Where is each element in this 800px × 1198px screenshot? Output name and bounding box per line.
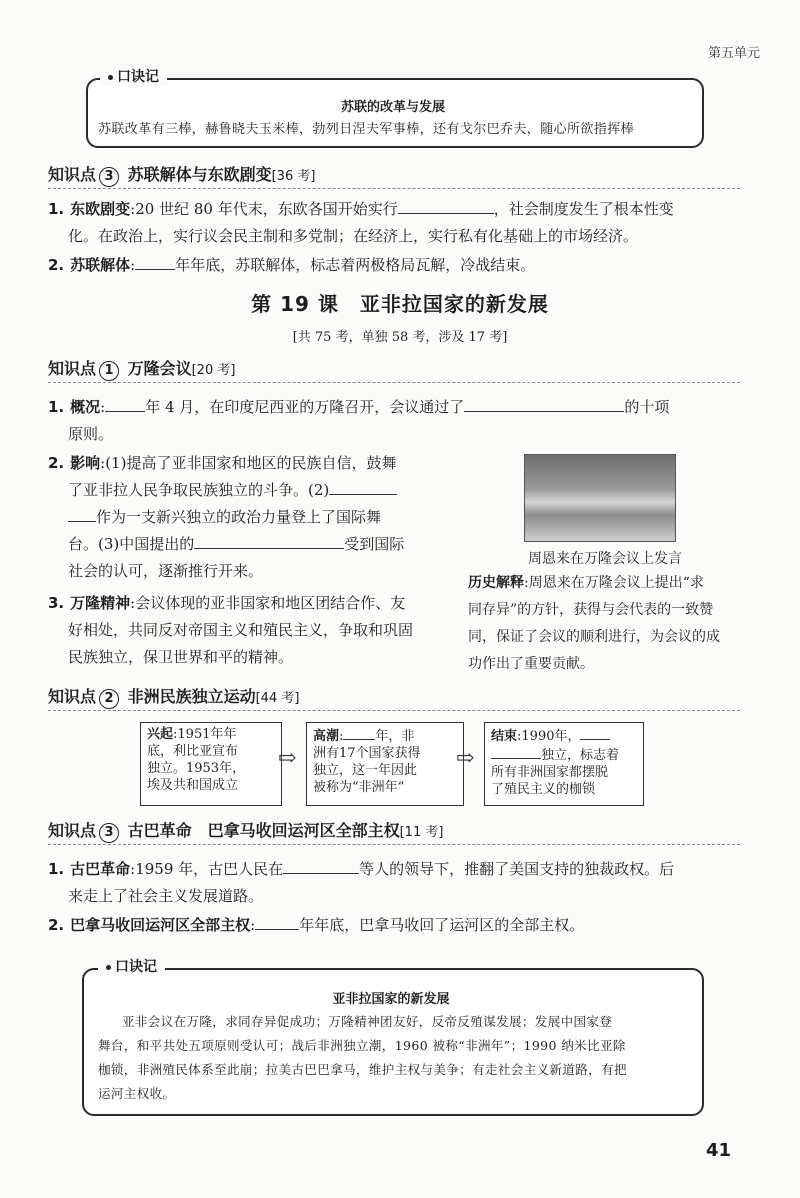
flow-text: :1990年，	[517, 729, 581, 744]
answer-blank[interactable]	[194, 532, 344, 549]
kp3a-item-1	[48, 196, 748, 223]
flow-text: 埃及共和国成立	[147, 778, 239, 793]
kp3a-item-2	[48, 252, 748, 279]
item-text: 台。(3)中国提出的	[68, 535, 195, 553]
item-text: 了亚非拉人民争取民族独立的斗争。(2)	[68, 481, 330, 499]
mnemonic-line: 舞台，和平共处五项原则受认可；战后非洲独立潮，1960 被称“非洲年”；1990 纳米比亚除	[98, 1038, 626, 1053]
item-text: :	[100, 398, 106, 416]
mnemonic-tab-1	[100, 66, 167, 86]
kp-title: 万隆会议	[127, 359, 192, 378]
mnemonic-title-2: 亚非拉国家的新发展	[332, 992, 450, 1007]
item-text: :	[250, 916, 256, 934]
kp-label: 知识点	[48, 821, 97, 840]
kp-number-badge: 1	[99, 361, 119, 381]
kp-heading-3a	[48, 162, 315, 187]
answer-blank[interactable]	[255, 913, 299, 930]
kp-label: 知识点	[48, 359, 97, 378]
bullet-icon	[108, 75, 113, 80]
item-text: 社会的认可，逐渐推行开来。	[68, 562, 264, 580]
kp1-item-1-cont: 原则。	[68, 425, 114, 443]
answer-blank[interactable]	[283, 857, 359, 874]
divider	[48, 188, 740, 189]
item-number: 2.	[48, 256, 65, 274]
note-text: 功作出了重要贡献。	[468, 656, 594, 672]
flow-term: 兴起	[147, 727, 174, 742]
flow-text: 年，非	[375, 729, 415, 744]
kp1-item-2	[48, 450, 468, 585]
item-text: :20 世纪 80 年代末，东欧各国开始实行	[130, 200, 398, 218]
kp1-item-3	[48, 590, 468, 671]
flow-text: 独立。1953年，	[147, 761, 246, 776]
answer-blank[interactable]	[580, 726, 610, 740]
kp-exam-count: [20 考]	[191, 363, 236, 378]
unit-label: 第五单元	[707, 46, 760, 61]
item-text: :1959 年，古巴人民在	[130, 860, 284, 878]
item-text: 年年底，巴拿马收回了运河区的全部主权。	[299, 916, 585, 934]
note-text: 同，保证了会议的顺利进行，为会议的成	[468, 629, 720, 645]
flow-text: 所有非洲国家都摆脱	[491, 765, 609, 780]
kp-title: 非洲民族独立运动	[127, 687, 256, 706]
mnemonic-title-1: 苏联的改革与发展	[340, 100, 445, 115]
answer-blank[interactable]	[68, 505, 96, 522]
item-text: 等人的领导下，推翻了美国支持的独裁政权。后	[359, 860, 675, 878]
arrow-right-icon: ⇨	[278, 746, 297, 771]
item-number: 2.	[48, 916, 65, 934]
item-term: 苏联解体	[70, 256, 131, 274]
flow-text: 洲有17个国家获得	[313, 746, 421, 761]
kp3a-item-1-cont: 化。在政治上，实行议会民主制和多党制；在经济上，实行私有化基础上的市场经济。	[68, 227, 639, 245]
lesson-subtitle: [共 75 考，单独 58 考，涉及 17 考]	[292, 330, 508, 345]
arrow-right-icon: ⇨	[456, 746, 475, 771]
kp-title: 古巴革命 巴拿马收回运河区全部主权	[127, 821, 400, 840]
item-text: 民族独立，保卫世界和平的精神。	[68, 648, 294, 666]
item-text: 好相处，共同反对帝国主义和殖民主义，争取和巩固	[68, 621, 414, 639]
item-text: :(1)提高了亚非国家和地区的民族自信，鼓舞	[100, 454, 397, 472]
divider	[48, 382, 740, 383]
flow-term: 高潮	[313, 729, 340, 744]
kp-number-badge: 2	[99, 689, 119, 709]
flow-text: 独立，这一年因此	[313, 763, 418, 778]
answer-blank[interactable]	[329, 478, 397, 495]
flow-box-end	[484, 722, 644, 806]
kp-heading-2	[48, 684, 299, 709]
flow-box-rise	[140, 722, 282, 806]
answer-blank[interactable]	[105, 395, 145, 412]
photo-caption: 周恩来在万隆会议上发言	[528, 551, 682, 567]
flow-text: :	[339, 729, 344, 744]
item-number: 1.	[48, 398, 65, 416]
item-text: 的十项	[624, 398, 670, 416]
kp3b-item-2	[48, 912, 758, 939]
kp3b-item-1	[48, 856, 758, 883]
kp-label: 知识点	[48, 165, 97, 184]
mnemonic-line: 枷锁，非洲殖民体系至此崩；拉美古巴巴拿马，维护主权与美争；有走社会主义新道路，有把	[98, 1062, 627, 1077]
flow-text: 独立，标志着	[541, 748, 620, 763]
kp-number-badge: 3	[99, 167, 119, 187]
kp-number-badge: 3	[99, 823, 119, 843]
kp-exam-count: [44 考]	[255, 691, 300, 706]
flow-text: 被称为“非洲年”	[313, 780, 405, 795]
item-number: 2.	[48, 454, 65, 472]
divider	[48, 710, 740, 711]
mnemonic-tab-2	[98, 956, 165, 976]
zhou-enlai-photo	[524, 454, 676, 542]
kp-exam-count: [36 考]	[271, 169, 316, 184]
page-number: 41	[706, 1140, 732, 1161]
item-text: 年年底，苏联解体，标志着两极格局瓦解，冷战结束。	[175, 256, 536, 274]
item-text: :	[130, 256, 136, 274]
kp3b-item-1-cont: 来走上了社会主义发展道路。	[68, 887, 264, 905]
item-term: 概况	[70, 398, 101, 416]
divider	[48, 844, 740, 845]
flow-text: 底，利比亚宣布	[147, 744, 239, 759]
item-number: 1.	[48, 860, 65, 878]
answer-blank[interactable]	[398, 197, 494, 214]
mnemonic2-lines	[98, 1010, 694, 1106]
flow-term: 结束	[491, 729, 518, 744]
item-term: 东欧剧变	[70, 200, 131, 218]
item-number: 1.	[48, 200, 65, 218]
answer-blank[interactable]	[464, 395, 624, 412]
flow-text: 了殖民主义的枷锁	[491, 782, 596, 797]
mnemonic-line-1: 苏联改革有三棒，赫鲁晓夫玉米棒，勃列日涅夫军事棒，还有戈尔巴乔夫，随心所欲指挥棒	[98, 122, 635, 137]
flow-text: :1951年年	[173, 727, 237, 742]
item-term: 古巴革命	[70, 860, 131, 878]
answer-blank[interactable]	[343, 726, 375, 740]
kp-exam-count: [11 考]	[399, 825, 444, 840]
kp-title: 苏联解体与东欧剧变	[127, 165, 272, 184]
item-term: 巴拿马收回运河区全部主权	[70, 916, 251, 934]
kp1-item-1	[48, 394, 748, 421]
kp-heading-3b	[48, 818, 443, 843]
bullet-icon	[106, 965, 111, 970]
note-text: :周恩来在万隆会议上提出“求	[524, 575, 704, 591]
mnemonic-line: 运河主权收。	[98, 1086, 176, 1101]
answer-blank[interactable]	[135, 253, 175, 270]
kp-heading-1	[48, 356, 235, 381]
mnemonic-line: 亚非会议在万隆，求同存异促成功；万隆精神团友好，反帝反殖谋发展；发展中国家登	[122, 1014, 613, 1029]
history-note	[468, 570, 758, 678]
answer-blank[interactable]	[491, 745, 541, 759]
item-number: 3.	[48, 594, 65, 612]
mnemonic-tab-label: 口诀记	[117, 69, 159, 85]
item-text: 受到国际	[344, 535, 405, 553]
item-text: :会议体现的亚非国家和地区团结合作、友	[130, 594, 406, 612]
note-term: 历史解释	[468, 575, 524, 591]
item-text: 年 4 月，在印度尼西亚的万隆召开，会议通过了	[145, 398, 465, 416]
item-term: 万隆精神	[70, 594, 131, 612]
lesson-title: 第 19 课 亚非拉国家的新发展	[251, 292, 549, 316]
item-term: 影响	[70, 454, 101, 472]
kp-label: 知识点	[48, 687, 97, 706]
note-text: 同存异”的方针，获得与会代表的一致赞	[468, 602, 714, 618]
item-text: 作为一支新兴独立的政治力量登上了国际舞	[96, 508, 382, 526]
flow-box-peak	[306, 722, 464, 806]
mnemonic-tab-label: 口诀记	[115, 959, 157, 975]
item-text: ，社会制度发生了根本性变	[493, 200, 674, 218]
